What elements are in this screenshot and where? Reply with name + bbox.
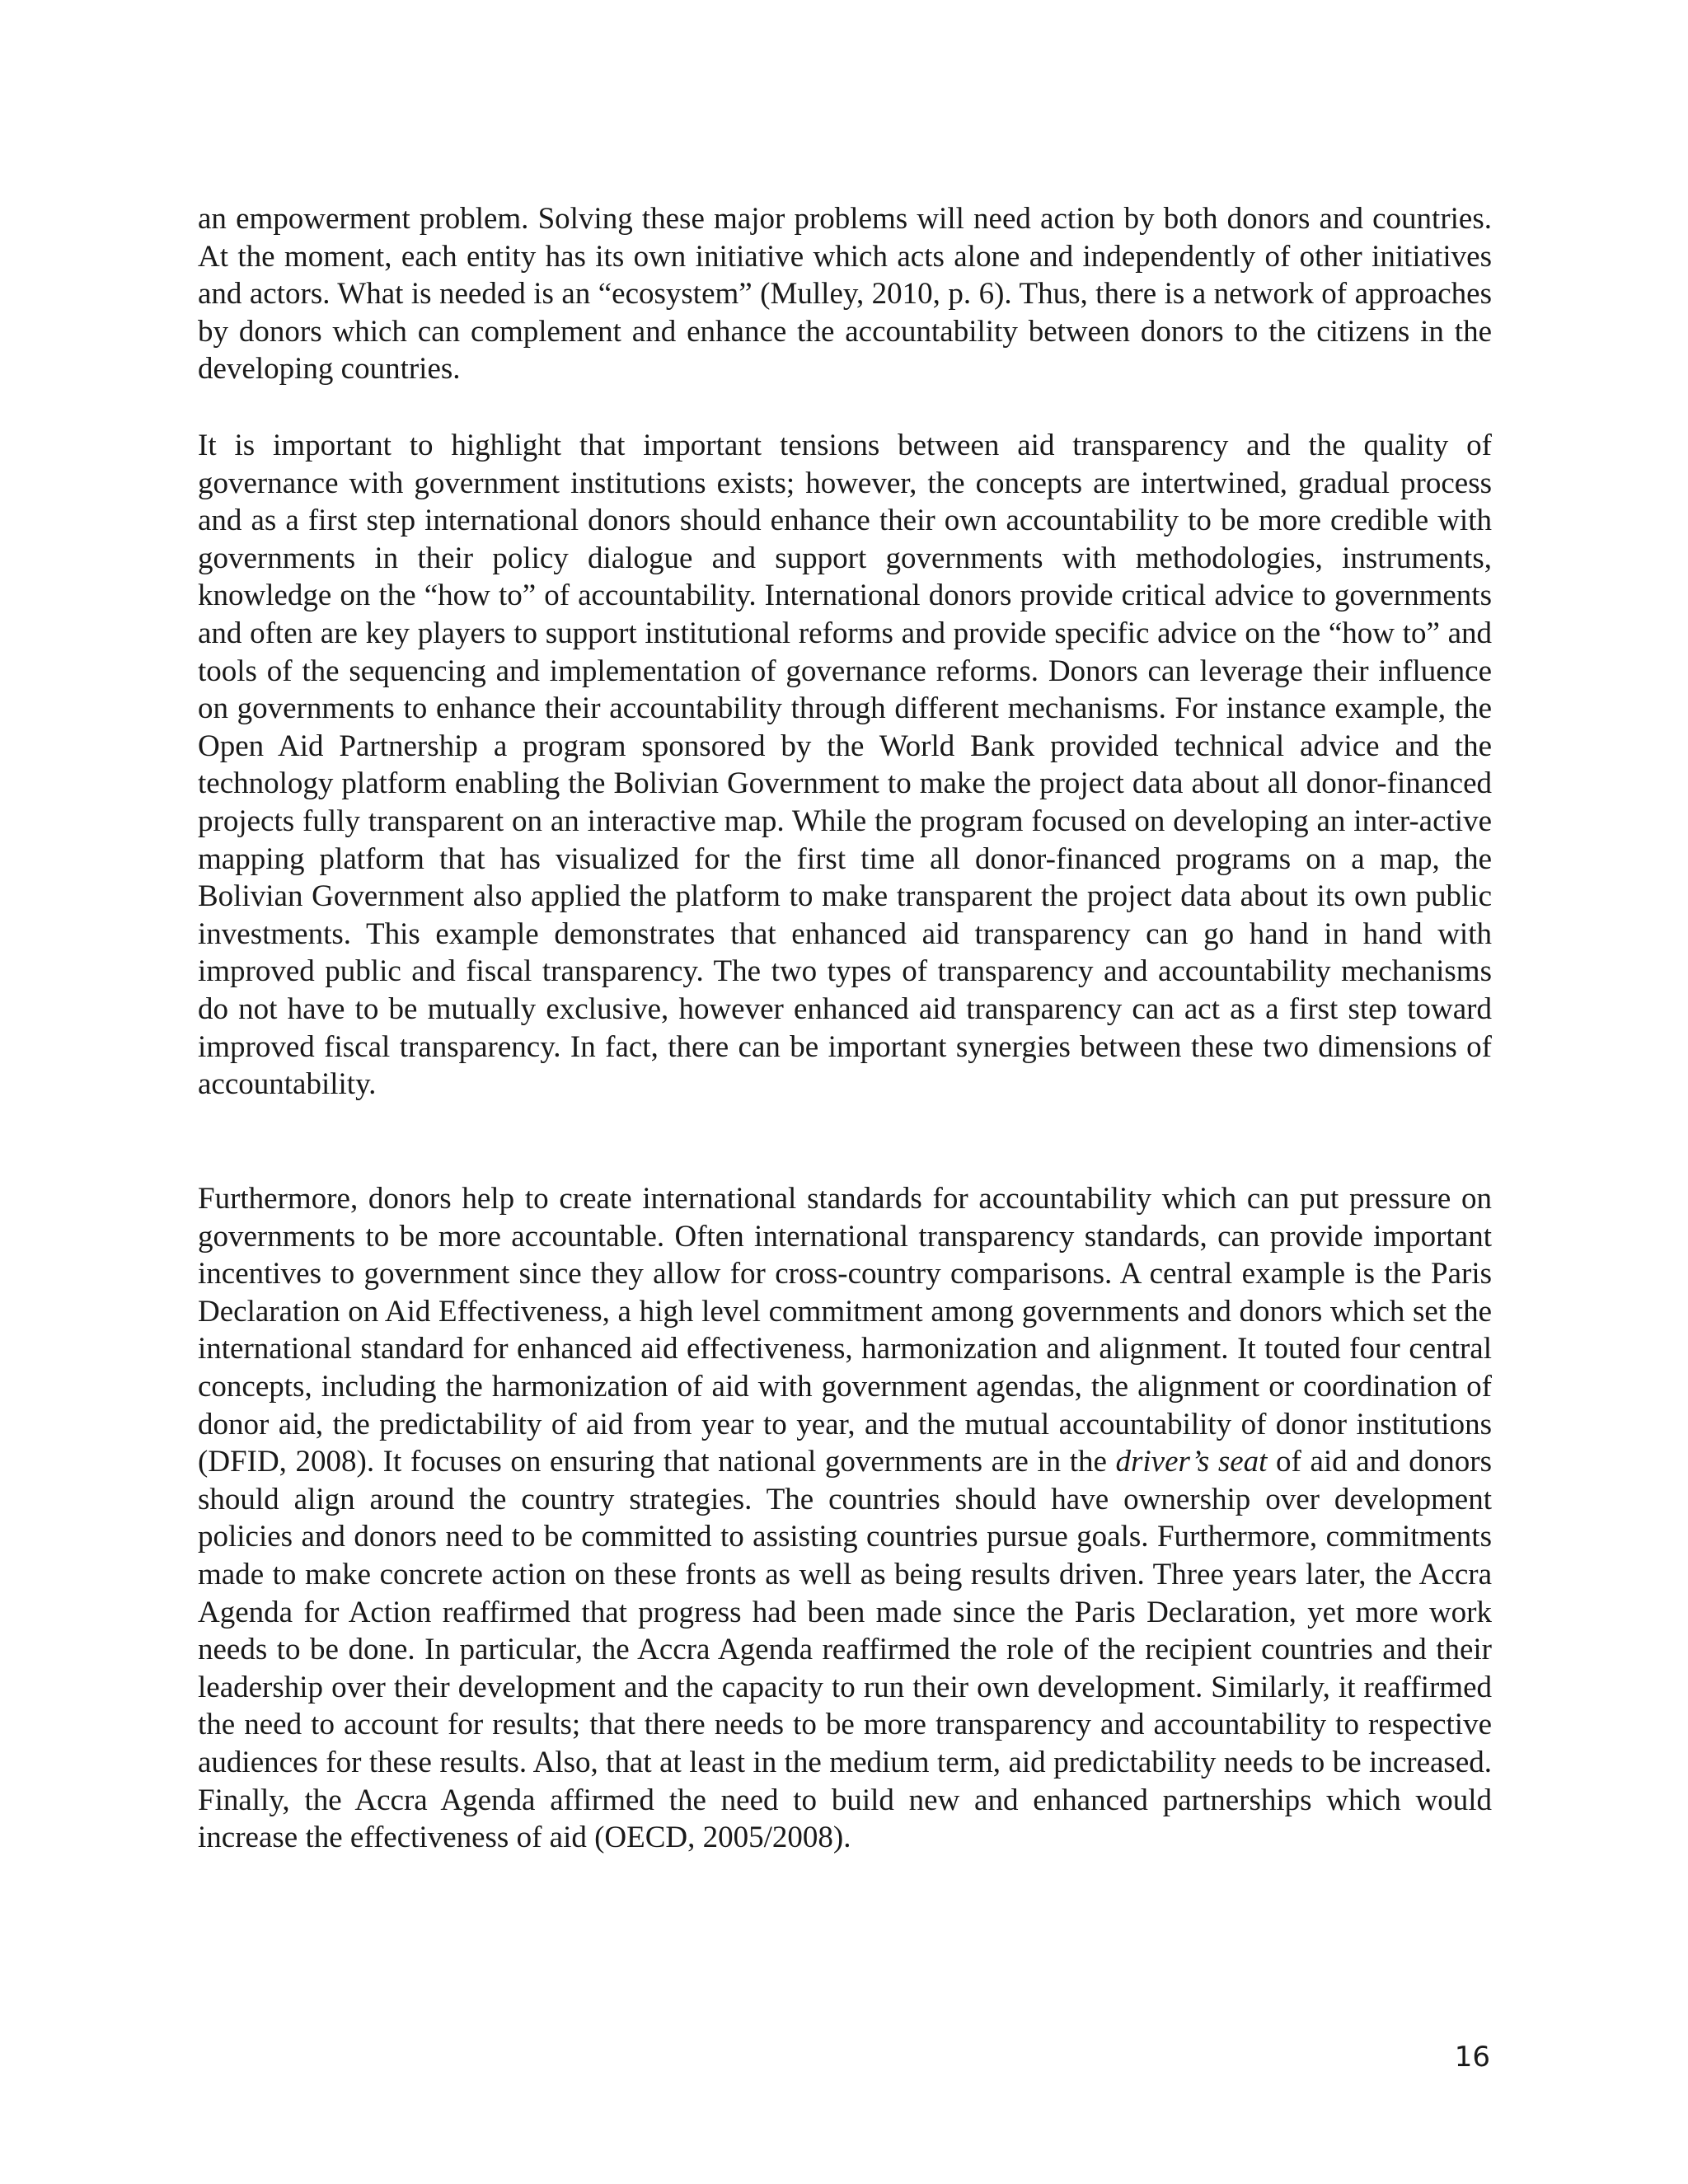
page-number: 16	[1454, 2041, 1490, 2074]
paragraph-tensions-aid-transparency: It is important to highlight that important tensions between aid transparency and the quality of governance with government institutions exists; however, the concepts are intertwined, gradual process and as a first step international donors should enhance their own accountability to be more credible with governments in their policy dialogue and support governments with methodologies, instruments, knowledge on the “how to” of accountability. International donors provide critical advice to governments and often are key players to support institutional reforms and provide specific advice on the “how to” and tools of the sequencing and implementation of governance reforms. Donors can leverage their influence on governments to enhance their accountability through different mechanisms. For instance example, the Open Aid Partnership a program sponsored by the World Bank provided technical advice and the technology platform enabling the Bolivian Government to make the project data about all donor-financed projects fully transparent on an interactive map. While the program focused on developing an inter-active mapping platform that has visualized for the first time all donor-financed programs on a map, the Bolivian Government also applied the platform to make transparent the project data about its own public investments. This example demonstrates that enhanced aid transparency can go hand in hand with improved public and fiscal transparency. The two types of transparency and accountability mechanisms do not have to be mutually exclusive, however enhanced aid transparency can act as a first step toward improved fiscal transparency. In fact, there can be important synergies between these two dimensions of accountability.	[198, 429, 1492, 1102]
paragraph-empowerment-problem: an empowerment problem. Solving these major problems will need action by both donors and countries. At the moment, each entity has its own initiative which acts alone and independently of other initiatives and actors. What is needed is an “ecosystem” (Mulley, 2010, p. 6). Thus, there is a network of approaches by donors which can complement and enhance the accountability between donors to the citizens in the developing countries.	[198, 202, 1492, 387]
paragraph-text-before-italic: Furthermore, donors help to create international standards for accountability which can put pressure on governments to be more accountable. Often international transparency standards, can provide important incentives to government since they allow for cross-country comparisons. A central example is the Paris Declaration on Aid Effectiveness, a high level commitment among governments and donors which set the international standard for enhanced aid effectiveness, harmonization and alignment. It touted four central concepts, including the harmonization of aid with government agendas, the alignment or coordination of donor aid, the predictability of aid from year to year, and the mutual accountability of donor institutions (DFID, 2008). It focuses on ensuring that national governments are in the	[198, 1182, 1492, 1479]
paragraph-international-standards	[198, 1180, 1492, 1857]
italic-phrase-drivers-seat: driver’s seat	[1115, 1445, 1268, 1479]
paragraph-text-after-italic: of aid and donors should align around the country strategies. The countries should have ownership over development policies and donors need to be committed to assisting countries pursue goals. Furthermore, commitments made to make concrete action on these fronts as well as being results driven. Three years later, the Accra Agenda for Action reaffirmed that progress had been made since the Paris Declaration, yet more work needs to be done. In particular, the Accra Agenda reaffirmed the role of the recipient countries and their leadership over their development and the capacity to run their own development. Similarly, it reaffirmed the need to account for results; that there needs to be more transparency and accountability to respective audiences for these results. Also, that at least in the medium term, aid predictability needs to be increased. Finally, the Accra Agenda affirmed the need to build new and enhanced partnerships which would increase the effectiveness of aid (OECD, 2005/2008).	[198, 1445, 1492, 1855]
